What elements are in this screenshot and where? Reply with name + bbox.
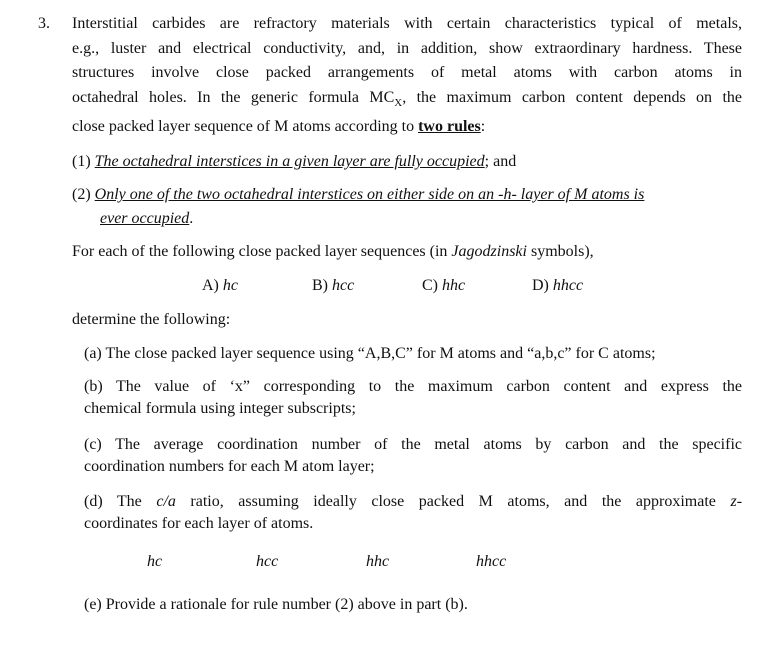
intro-line-5 <box>72 115 742 140</box>
rule-1-number: (1) <box>72 153 95 170</box>
sequence-c <box>422 277 465 295</box>
determine-line: determine the following: <box>72 311 231 328</box>
sequence-b-symbol: hcc <box>332 277 355 294</box>
intro-paragraph <box>72 12 742 140</box>
item-a <box>84 343 742 365</box>
item-d-line-1 <box>84 491 742 513</box>
item-b-line-2: chemical formula using integer subscripts; <box>84 400 356 417</box>
intro-line-1: Interstitial carbides are refractory materials with certain characteristics typical of metals, <box>72 15 742 32</box>
sequence-b <box>312 277 354 295</box>
item-c-line-2: coordination numbers for each M atom layer; <box>84 458 375 475</box>
intro-line-3: structures involve close packed arrangements of metal atoms with carbon atoms in <box>72 64 742 81</box>
rule-2 <box>72 183 742 231</box>
item-c <box>84 434 742 478</box>
sequence-b-label: B) <box>312 277 328 294</box>
item-b-line-1: (b) The value of ‘x” corresponding to the maximum carbon content and express the <box>84 378 742 395</box>
item-d-dash: - <box>736 493 743 510</box>
rule-2-number: (2) <box>72 186 95 203</box>
sequence-a-symbol: hc <box>222 277 238 294</box>
rule-1-tail: ; and <box>484 153 517 170</box>
jagodzinski-term: Jagodzinski <box>451 243 527 260</box>
rule-2-tail: . <box>189 210 194 227</box>
rule-2-line-2: ever occupied <box>100 210 190 227</box>
sequence-d-label: D) <box>532 277 549 294</box>
sequence-c-symbol: hhc <box>442 277 466 294</box>
sequence-a <box>202 277 238 295</box>
for-each-line <box>72 243 594 261</box>
two-rules-emphasis: two rules <box>418 118 481 136</box>
rule-1-text: The octahedral interstices in a given layer are fully occupied <box>94 153 485 170</box>
intro-line-4 <box>72 86 742 116</box>
d-symbol-hcc: hcc <box>256 553 279 570</box>
formula-subscript: X <box>394 96 403 109</box>
item-d-mid: ratio, assuming ideally close packed M atoms, and the approximate <box>175 493 731 510</box>
item-d-z: z <box>730 493 737 510</box>
for-each-suffix: symbols), <box>526 243 594 260</box>
item-b <box>84 376 742 420</box>
item-d-ca: c/a <box>156 493 176 510</box>
intro-line-2: e.g., luster and electrical conductivity, and, in addition, show extraordinary hardness. These <box>72 39 742 57</box>
rule-2-line-2-wrap <box>72 210 193 227</box>
rule-2-line-1: Only one of the two octahedral interstices on either side on an -h- layer of M atoms is <box>94 186 645 203</box>
item-d-line-2: coordinates for each layer of atoms. <box>84 515 314 532</box>
two-rules-colon: : <box>480 118 486 136</box>
d-symbol-hc: hc <box>147 553 163 570</box>
d-symbol-hhcc: hhcc <box>476 553 507 570</box>
d-symbol-hhc: hhc <box>366 553 390 570</box>
item-d-head: (d) The <box>84 493 157 510</box>
sequence-d <box>532 277 583 295</box>
sequence-c-label: C) <box>422 277 438 294</box>
intro-line-5-head: close packed layer sequence of M atoms according to <box>72 118 419 136</box>
item-c-line-1: (c) The average coordination number of the metal atoms by carbon and the specific <box>84 436 742 453</box>
item-d <box>84 491 742 535</box>
for-each-prefix: For each of the following close packed layer sequences (in <box>72 243 452 260</box>
problem-number: 3. <box>38 15 50 32</box>
sequence-d-symbol: hhcc <box>552 277 584 294</box>
intro-line-4-tail: , the maximum carbon content depends on the <box>402 88 743 106</box>
intro-line-4-head: octahedral holes. In the generic formula MC <box>72 88 395 106</box>
item-a-text: (a) The close packed layer sequence using “A,B,C” for M atoms and “a,b,c” for C atoms; <box>84 345 656 362</box>
sequence-a-label: A) <box>202 277 219 294</box>
item-e: (e) Provide a rationale for rule number (2) above in part (b). <box>84 596 468 613</box>
rule-1 <box>72 150 742 174</box>
